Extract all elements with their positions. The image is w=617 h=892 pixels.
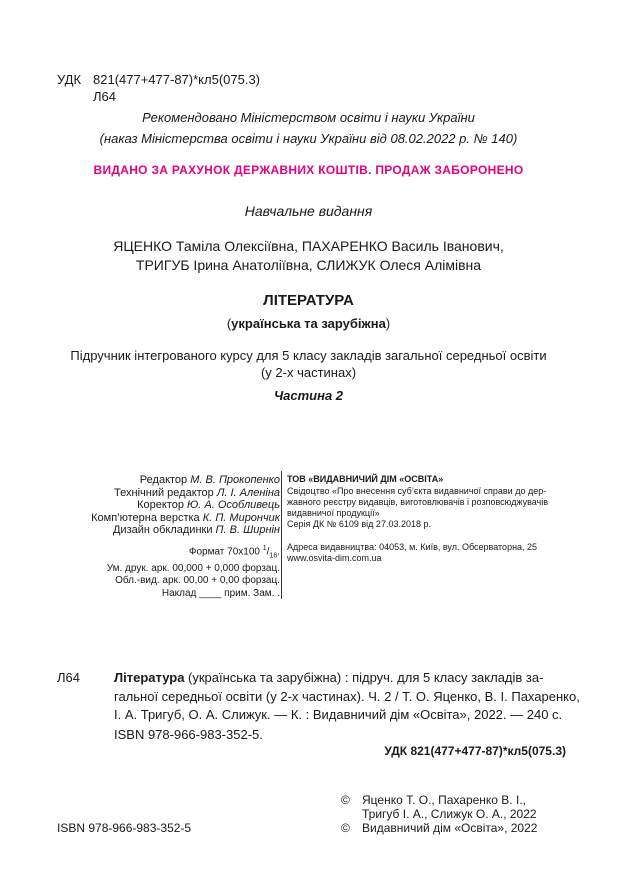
copyright-line2: Тригуб І. А., Слижук О. А., 2022 [362, 807, 537, 821]
publisher-website: www.osvita-dim.com.ua [287, 553, 382, 563]
book-part: Частина 2 [273, 388, 344, 403]
subtitle-open-paren: ( [226, 316, 232, 331]
imprint-tech [107, 543, 280, 600]
authors-line1: ЯЦЕНКО Таміла Олексіївна, ПАХАРЕНКО Василь Іванович, [113, 238, 504, 254]
staff-row: Дизайн обкладинки П. В. Ширнін [112, 524, 280, 536]
book-description: Підручник інтегрованого курсу для 5 класу закладів загальної середньої освіти [70, 348, 547, 363]
copyright-line1: Яценко Т. О., Пахаренко В. І., [362, 793, 526, 807]
catalog-line3: І. А. Тригуб, О. А. Слижук. — К. : Видавничий дім «Освіта», 2022. — 240 с. [114, 707, 563, 722]
udk-code: 821(477+477-87)*кл5(075.3) [93, 72, 261, 87]
print-sheets: Ум. друк. арк. 00,000 + 0,000 форзац. [106, 562, 280, 574]
subtitle-close-paren: ) [385, 316, 391, 331]
staff-row: Технічний редактор Л. І. Аленіна [114, 486, 280, 499]
catalog-isbn: ISBN 978-966-983-352-5. [114, 727, 263, 742]
udk-label: УДК [57, 72, 82, 87]
copyright-symbol: © [341, 793, 350, 807]
state-funded-notice: ВИДАНО ЗА РАХУНОК ДЕРЖАВНИХ КОШТІВ. ПРОДАЖ ЗАБОРОНЕНО [93, 163, 524, 177]
publisher-cert-line2: жавного реєстру видавців, виготовлювачів і розповсюджувачів [287, 497, 549, 507]
udk-bottom: УДК 821(477+477-87)*кл5(075.3) [384, 744, 566, 758]
publisher-series: Серія ДК № 6109 від 27.03.2018 р. [287, 519, 431, 529]
imprint-staff [91, 474, 280, 537]
recommendation-line1: Рекомендовано Міністерством освіти і науки України [142, 110, 475, 125]
copyright-symbol: © [341, 821, 350, 835]
recommendation-line2: (наказ Міністерства освіти і науки України від 08.02.2022 р. № 140) [99, 131, 518, 146]
author-mark: Л64 [93, 89, 116, 104]
catalog-line1: Література (українська та зарубіжна) : підруч. для 5 класу закладів за- [114, 670, 544, 685]
publisher-address: Адреса видавництва: 04053, м. Київ, вул. Обсерваторна, 25 [287, 542, 538, 552]
staff-row: Редактор М. В. Прокопенко [139, 474, 280, 486]
publisher-cert-line3: видавничої продукції» [287, 508, 380, 518]
catalog-title: Література [114, 670, 185, 685]
authors-line2: ТРИГУБ Ірина Анатоліївна, СЛИЖУК Олеся Алімівна [135, 257, 482, 273]
edition-type: Навчальне видання [244, 203, 373, 219]
format-row: Формат 70х100 $^1/_{16}$. [188, 545, 280, 560]
catalog-line2: гальної середньої освіти (у 2-х частинах). Ч. 2 / Т. О. Яценко, В. І. Пахаренко, [114, 688, 580, 704]
publisher-cert-line1: Свідоцтво «Про внесення суб’єкта видавничої справи до дер- [287, 486, 547, 496]
subtitle-text: українська та зарубіжна [231, 316, 386, 331]
staff-row: Комп’ютерна верстка К. П. Мирончик [91, 511, 280, 524]
book-subtitle [0, 316, 617, 331]
publisher-name: ТОВ «ВИДАВНИЧИЙ ДІМ «ОСВІТА» [287, 474, 444, 484]
staff-row: Коректор Ю. А. Особливець [137, 499, 280, 511]
imprint-divider [281, 471, 282, 599]
pub-sheets: Обл.-вид. арк. 00,00 + 0,00 форзац. [115, 575, 280, 587]
copyright-line3: Видавничий дім «Освіта», 2022 [362, 821, 538, 835]
print-run: Наклад ____ прим. Зам. . [161, 587, 280, 599]
book-parts: (у 2-х частинах) [260, 365, 357, 380]
catalog-mark: Л64 [57, 670, 80, 685]
isbn-bottom: ISBN 978-966-983-352-5 [57, 821, 192, 835]
book-title: ЛІТЕРАТУРА [263, 292, 354, 309]
